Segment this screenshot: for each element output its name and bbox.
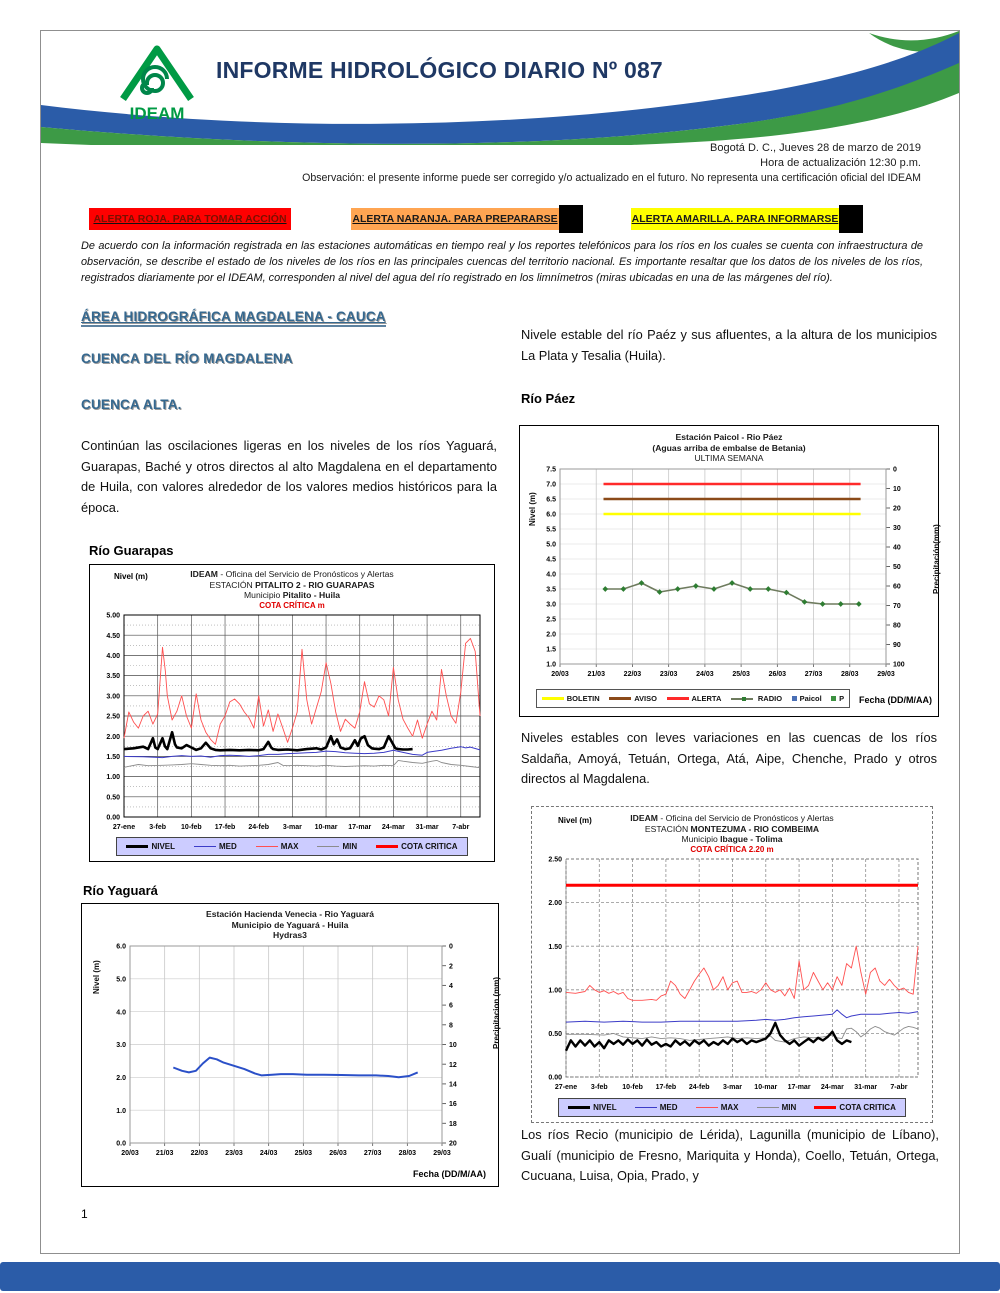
svg-text:16: 16 xyxy=(449,1100,457,1108)
paez-ylabel-right: Precipitación(mm) xyxy=(932,524,941,594)
svg-text:10-feb: 10-feb xyxy=(622,1084,643,1091)
svg-text:30: 30 xyxy=(893,524,901,532)
svg-text:2.00: 2.00 xyxy=(106,733,120,741)
legend-item: MAX xyxy=(256,842,299,851)
svg-text:40: 40 xyxy=(893,544,901,552)
area-heading: ÁREA HIDROGRÁFICA MAGDALENA - CAUCA xyxy=(81,309,386,324)
svg-text:3.50: 3.50 xyxy=(106,673,120,681)
svg-text:24-feb: 24-feb xyxy=(248,824,270,831)
yaguara-title: Estación Hacienda Venecia - Rio Yaguará xyxy=(206,909,374,919)
svg-text:0: 0 xyxy=(449,943,453,951)
svg-text:90: 90 xyxy=(893,641,901,649)
svg-text:70: 70 xyxy=(893,602,901,610)
legend-item: P xyxy=(831,694,844,703)
svg-text:5.0: 5.0 xyxy=(546,541,556,549)
cuenca-heading: CUENCA DEL RÍO MAGDALENA xyxy=(81,351,293,366)
yaguara-xlabel: Fecha (DD/M/AA) xyxy=(412,1169,486,1179)
update-line: Hora de actualización 12:30 p.m. xyxy=(760,157,921,169)
yaguara-plot xyxy=(82,941,494,1159)
svg-text:2.0: 2.0 xyxy=(546,631,556,639)
svg-text:3-mar: 3-mar xyxy=(282,824,302,831)
yaguara-ylabel-right: Precipitacion (mm) xyxy=(492,976,501,1049)
legend-item: BOLETIN xyxy=(542,694,600,703)
svg-text:12: 12 xyxy=(449,1061,457,1069)
svg-text:3-feb: 3-feb xyxy=(590,1084,608,1091)
legend-item: MAX xyxy=(696,1103,739,1112)
svg-text:31-mar: 31-mar xyxy=(415,824,439,831)
paez-ylabel-left: Nivel (m) xyxy=(528,492,537,526)
svg-text:2.50: 2.50 xyxy=(548,856,562,864)
alert-amarilla-badge xyxy=(631,208,839,230)
svg-text:24-feb: 24-feb xyxy=(688,1084,710,1091)
legend-item: COTA CRITICA xyxy=(814,1103,895,1112)
paez-label: Río Páez xyxy=(521,391,576,406)
svg-text:1.00: 1.00 xyxy=(548,987,562,995)
paez-xlabel: Fecha (DD/M/AA) xyxy=(858,695,932,705)
svg-text:1.50: 1.50 xyxy=(106,754,120,761)
svg-text:7.5: 7.5 xyxy=(546,466,556,474)
svg-text:4.00: 4.00 xyxy=(106,653,120,660)
svg-text:7.0: 7.0 xyxy=(546,481,556,489)
svg-text:2.00: 2.00 xyxy=(548,900,562,908)
guarapas-cota-label: COTA CRÍTICA m xyxy=(259,600,325,610)
svg-text:26/03: 26/03 xyxy=(329,1149,347,1157)
legend-item: ALERTA xyxy=(667,694,722,703)
legend-item: RADIO xyxy=(731,694,782,703)
svg-text:1.50: 1.50 xyxy=(548,943,562,951)
svg-text:24-mar: 24-mar xyxy=(381,824,405,831)
svg-text:80: 80 xyxy=(893,622,901,630)
paez-plot xyxy=(520,464,934,680)
alert-naranja-badge xyxy=(351,208,559,230)
date-line: Bogotá D. C., Jueves 28 de marzo de 2019 xyxy=(710,142,921,154)
svg-text:21/03: 21/03 xyxy=(587,670,605,678)
svg-text:5.5: 5.5 xyxy=(546,526,556,534)
cuenca-alta-heading: CUENCA ALTA. xyxy=(81,397,182,412)
svg-text:23/03: 23/03 xyxy=(225,1149,243,1157)
svg-text:24/03: 24/03 xyxy=(696,670,714,678)
guarapas-legend xyxy=(116,837,468,856)
svg-text:0.00: 0.00 xyxy=(106,814,120,822)
svg-text:22/03: 22/03 xyxy=(190,1149,209,1157)
svg-text:100: 100 xyxy=(893,661,905,669)
svg-text:27-ene: 27-ene xyxy=(554,1084,578,1091)
svg-text:1.0: 1.0 xyxy=(546,661,556,669)
svg-text:8: 8 xyxy=(449,1021,453,1029)
svg-text:10-feb: 10-feb xyxy=(181,824,202,831)
svg-text:50: 50 xyxy=(893,563,901,571)
guarapas-ylabel: Nivel (m) xyxy=(114,572,148,581)
right-paragraph-3: Los ríos Recio (municipio de Lérida), Lagunilla (municipio de Líbano), Gualí (municipio de Fresno, Mariquita y Honda), Coello, Tetuán, Ortega, Cucuana, Luisa, Opia, Prado, y xyxy=(521,1127,939,1183)
svg-text:29/03: 29/03 xyxy=(433,1149,451,1157)
alert-roja-badge xyxy=(89,208,291,230)
svg-text:24/03: 24/03 xyxy=(259,1149,278,1157)
svg-text:0: 0 xyxy=(893,466,897,474)
svg-text:14: 14 xyxy=(449,1081,457,1088)
svg-text:23/03: 23/03 xyxy=(659,670,678,678)
svg-text:20/03: 20/03 xyxy=(121,1149,139,1157)
intro-paragraph: De acuerdo con la información registrada en las estaciones automáticas en tiempo real y los reportes telefónicos para los ríos en los cuales se cuenta con infraestructura de observación, se describe el estado de los niveles de los ríos en las principales cuencas del territorio nacional. Es importante resaltar que los datos de los niveles de los ríos, registrados diariamente por el IDEAM, corresponden al nivel del agua del río registrado en los limnímetros (miras ubicadas en una de las márgenes del río). xyxy=(81,240,923,284)
page-title: INFORME HIDROLÓGICO DIARIO Nº 087 xyxy=(216,57,663,83)
svg-text:27-ene: 27-ene xyxy=(112,824,136,831)
svg-text:20/03: 20/03 xyxy=(551,670,569,678)
chart-guarapas: Nivel (m) IDEAM - Oficina del Servicio de Pronósticos y Alertas ESTACIÓN PITALITO 2 - RIO GUARAPAS Municipio Pitalito - Huila COTA CRÍTICA m 0.00 0.50 1.00 1.50 2.00 2.50 3.00 3.50 4.00 4.50 5.00 27-ene 3-feb 10-feb 17-feb 24-feb 3-mar 10-mar 17-mar 24-mar 31-mar 7-abr NIVEL MED MAX MIN COTA CRITICA xyxy=(89,564,495,862)
yaguara-ylabel-left: Nivel (m) xyxy=(92,960,101,994)
svg-text:2: 2 xyxy=(449,962,453,970)
svg-text:10-mar: 10-mar xyxy=(754,1084,778,1091)
combeima-ylabel: Nivel (m) xyxy=(558,816,592,825)
alert-roja-label: ALERTA ROJA. PARA TOMAR ACCIÓN xyxy=(93,213,287,225)
guarapas-title: IDEAM - Oficina del Servicio de Pronósticos y Alertas xyxy=(190,569,394,579)
svg-text:26/03: 26/03 xyxy=(768,670,787,678)
svg-text:25/03: 25/03 xyxy=(294,1149,313,1157)
footer-wave-band xyxy=(0,1262,1000,1291)
svg-text:0.50: 0.50 xyxy=(106,794,120,802)
svg-text:6: 6 xyxy=(449,1002,453,1010)
svg-text:60: 60 xyxy=(893,583,901,591)
chart-yaguara: Estación Hacienda Venecia - Rio Yaguará Municipio de Yaguará - Huila Hydras3 Nivel (m) Precipitacion (mm) 0.0 1.0 2.0 3.0 4.0 5.0 6.0 20/03 21/03 22/03 23/03 24/03 25/03 26/03 27/03 28/03 29/03 0 2 4 6 8 10 12 14 16 18 20 Fecha (DD/M/AA) xyxy=(81,903,499,1187)
svg-text:7-abr: 7-abr xyxy=(452,824,470,831)
legend-item: AVISO xyxy=(609,694,657,703)
svg-text:3.0: 3.0 xyxy=(546,601,556,609)
paez-title: Estación Paicol - Rio Páez xyxy=(675,432,783,442)
right-paragraph-1: Nivele estable del río Paéz y sus afluentes, a la altura de los municipios La Plata y Tesalia (Huila). xyxy=(521,327,937,363)
report-page xyxy=(40,30,960,1254)
svg-text:27/03: 27/03 xyxy=(804,670,823,678)
svg-text:17-mar: 17-mar xyxy=(787,1084,811,1091)
svg-text:0.50: 0.50 xyxy=(548,1031,562,1038)
svg-text:4.50: 4.50 xyxy=(106,632,120,640)
svg-text:2.0: 2.0 xyxy=(116,1074,126,1082)
legend-item: NIVEL xyxy=(568,1103,617,1112)
svg-text:4.5: 4.5 xyxy=(546,556,556,564)
svg-text:17-feb: 17-feb xyxy=(655,1084,677,1091)
svg-text:4: 4 xyxy=(449,982,453,990)
svg-text:27/03: 27/03 xyxy=(363,1149,382,1157)
alert-amarilla-label: ALERTA AMARILLA. PARA INFORMARSE xyxy=(631,213,839,225)
combeima-plot xyxy=(532,855,928,1093)
svg-text:3-mar: 3-mar xyxy=(722,1084,743,1091)
svg-text:5.00: 5.00 xyxy=(106,612,120,620)
svg-text:1.00: 1.00 xyxy=(106,774,120,782)
combeima-legend xyxy=(558,1098,906,1117)
chart-paez: Estación Paicol - Rio Páez (Aguas arriba de embalse de Betania) ULTIMA SEMANA Nivel (m) Precipitación(mm) 1.0 1.5 2.0 2.5 3.0 3.5 4.0 4.5 5.0 5.5 6.0 6.5 7.0 7.5 20/03 21/03 22/03 23/03 24/03 25/03 26/03 27/03 28/03 29/03 0 10 20 30 40 50 60 70 80 90 100 BOLETIN AVISO ALERTA RADIO Paicol P Fecha (DD/M/AA) xyxy=(519,425,939,717)
combeima-title: IDEAM - Oficina del Servicio de Pronósticos y Alertas xyxy=(630,813,834,823)
left-paragraph-1: Continúan las oscilaciones ligeras en los niveles de los ríos Yaguará, Guarapas, Baché y otros directos al alto Magdalena en el departamento de Huila, con valores alrededor de los valores medios históricos para la época. xyxy=(81,438,497,515)
observation-line: Observación: el presente informe puede ser corregido y/o actualizado en el futuro. No representa una certificación oficial del IDEAM xyxy=(302,172,921,184)
guarapas-plot xyxy=(90,611,490,833)
legend-item: MED xyxy=(194,842,237,851)
svg-text:3-feb: 3-feb xyxy=(149,824,167,831)
svg-text:1.5: 1.5 xyxy=(546,646,556,654)
svg-text:17-mar: 17-mar xyxy=(348,824,372,831)
svg-text:21/03: 21/03 xyxy=(155,1149,174,1157)
paez-legend xyxy=(536,689,850,708)
svg-text:6.5: 6.5 xyxy=(546,496,556,504)
svg-text:2.50: 2.50 xyxy=(106,713,120,721)
yaguara-label: Río Yaguará xyxy=(83,883,158,898)
svg-text:4.0: 4.0 xyxy=(116,1008,126,1016)
svg-text:4.0: 4.0 xyxy=(546,571,556,579)
svg-text:24-mar: 24-mar xyxy=(820,1084,844,1091)
legend-item: MIN xyxy=(757,1103,797,1112)
svg-text:3.5: 3.5 xyxy=(546,586,556,594)
svg-text:7-abr: 7-abr xyxy=(890,1084,908,1091)
legend-item: MED xyxy=(635,1103,678,1112)
svg-text:2.5: 2.5 xyxy=(546,616,556,624)
black-marker-2 xyxy=(839,205,863,233)
right-paragraph-2: Niveles estables con leves variaciones en las cuencas de los ríos Saldaña, Amoyá, Tetuán, Ortega, Atá, Aipe, Chenche, Prado y otros directos al Magdalena. xyxy=(521,730,937,786)
guarapas-label: Río Guarapas xyxy=(89,543,174,558)
svg-text:0.00: 0.00 xyxy=(548,1074,562,1082)
svg-text:17-feb: 17-feb xyxy=(214,824,236,831)
svg-text:3.0: 3.0 xyxy=(116,1041,126,1049)
svg-text:20: 20 xyxy=(449,1140,457,1148)
date-block xyxy=(61,141,921,186)
svg-text:31-mar: 31-mar xyxy=(854,1084,878,1091)
svg-text:1.0: 1.0 xyxy=(116,1107,126,1115)
legend-item: MIN xyxy=(317,842,357,851)
svg-text:10: 10 xyxy=(449,1041,457,1049)
svg-text:3.00: 3.00 xyxy=(106,693,120,701)
ideam-logo xyxy=(111,43,203,125)
svg-text:28/03: 28/03 xyxy=(398,1149,417,1157)
svg-text:0.0: 0.0 xyxy=(116,1140,126,1148)
svg-text:6.0: 6.0 xyxy=(546,511,556,519)
svg-text:10-mar: 10-mar xyxy=(314,824,338,831)
legend-item: Paicol xyxy=(792,694,822,703)
svg-text:10: 10 xyxy=(893,485,901,493)
svg-text:18: 18 xyxy=(449,1120,457,1128)
svg-text:20: 20 xyxy=(893,505,901,513)
svg-text:29/03: 29/03 xyxy=(877,670,895,678)
legend-item: NIVEL xyxy=(126,842,175,851)
black-marker-1 xyxy=(559,205,583,233)
logo-text: IDEAM xyxy=(129,104,185,123)
alert-naranja-label: ALERTA NARANJA. PARA PREPARARSE xyxy=(352,213,558,225)
legend-item: COTA CRITICA xyxy=(376,842,457,851)
chart-combeima: Nivel (m) IDEAM - Oficina del Servicio de Pronósticos y Alertas ESTACIÓN MONTEZUMA - RIO COMBEIMA Municipio Ibague - Tolima COTA CRÍTICA 2.20 m 0.00 0.50 1.00 1.50 2.00 2.50 27-ene 3-feb 10-feb 17-feb 24-feb 3-mar 10-mar 17-mar 24-mar 31-mar 7-abr NIVEL MED MAX MIN COTA CRITICA xyxy=(531,806,933,1123)
svg-text:6.0: 6.0 xyxy=(116,943,126,951)
svg-text:28/03: 28/03 xyxy=(841,670,859,678)
svg-text:5.0: 5.0 xyxy=(116,975,126,983)
svg-text:25/03: 25/03 xyxy=(732,670,750,678)
svg-text:22/03: 22/03 xyxy=(623,670,642,678)
page-number: 1 xyxy=(81,1207,88,1221)
combeima-cota-label: COTA CRÍTICA 2.20 m xyxy=(690,844,774,854)
